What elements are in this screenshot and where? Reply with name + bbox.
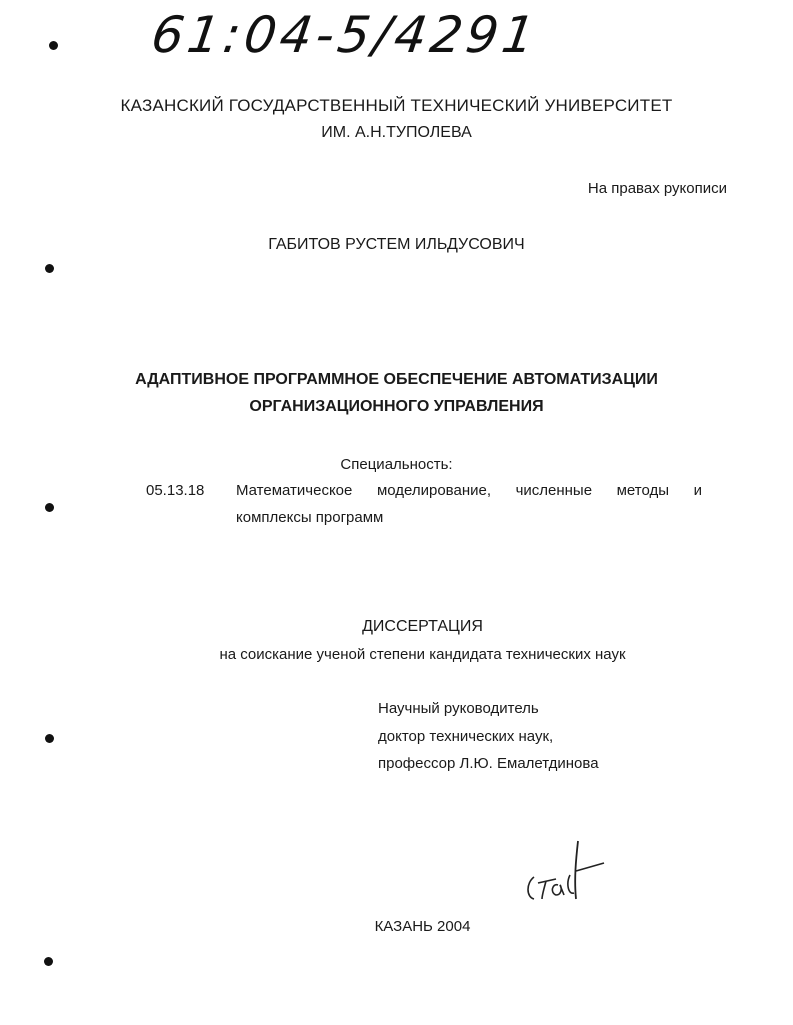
specialty-word: моделирование,: [376, 482, 491, 499]
binder-hole: [44, 957, 53, 966]
city-year: КАЗАНЬ 2004: [374, 918, 471, 935]
specialty-word: численные: [515, 482, 593, 499]
binder-hole: [45, 503, 54, 512]
university-named-after: ИМ. А.Н.ТУПОЛЕВА: [321, 124, 472, 141]
specialty-heading: Специальность:: [340, 456, 453, 473]
archive-number: 61:04-5/4291: [147, 6, 543, 64]
dissertation-heading: ДИССЕРТАЦИЯ: [362, 618, 483, 635]
university-name: КАЗАНСКИЙ ГОСУДАРСТВЕННЫЙ ТЕХНИЧЕСКИЙ УНИВЕРСИТЕТ: [120, 96, 673, 115]
dissertation-title-line2: ОРГАНИЗАЦИОННОГО УПРАВЛЕНИЯ: [249, 398, 544, 415]
supervisor-name: профессор Л.Ю. Емалетдинова: [378, 755, 599, 772]
specialty-description-line1: [236, 482, 702, 499]
author-name: ГАБИТОВ РУСТЕМ ИЛЬДУСОВИЧ: [268, 236, 525, 253]
binder-hole: [49, 41, 58, 50]
specialty-word: Математическое: [236, 482, 353, 499]
supervisor-role: Научный руководитель: [378, 700, 539, 717]
binder-hole: [45, 264, 54, 273]
manuscript-note: На правах рукописи: [587, 180, 727, 197]
signature: [520, 835, 615, 910]
specialty-code: 05.13.18: [146, 482, 205, 499]
specialty-word: методы: [616, 482, 670, 499]
degree-subtitle: на соискание ученой степени кандидата технических наук: [219, 646, 626, 663]
specialty-description-line2: комплексы программ: [236, 509, 384, 526]
binder-hole: [45, 734, 54, 743]
dissertation-title-line1: АДАПТИВНОЕ ПРОГРАММНОЕ ОБЕСПЕЧЕНИЕ АВТОМАТИЗАЦИИ: [135, 371, 658, 388]
supervisor-degree: доктор технических наук,: [378, 728, 554, 745]
specialty-word: и: [693, 482, 702, 499]
